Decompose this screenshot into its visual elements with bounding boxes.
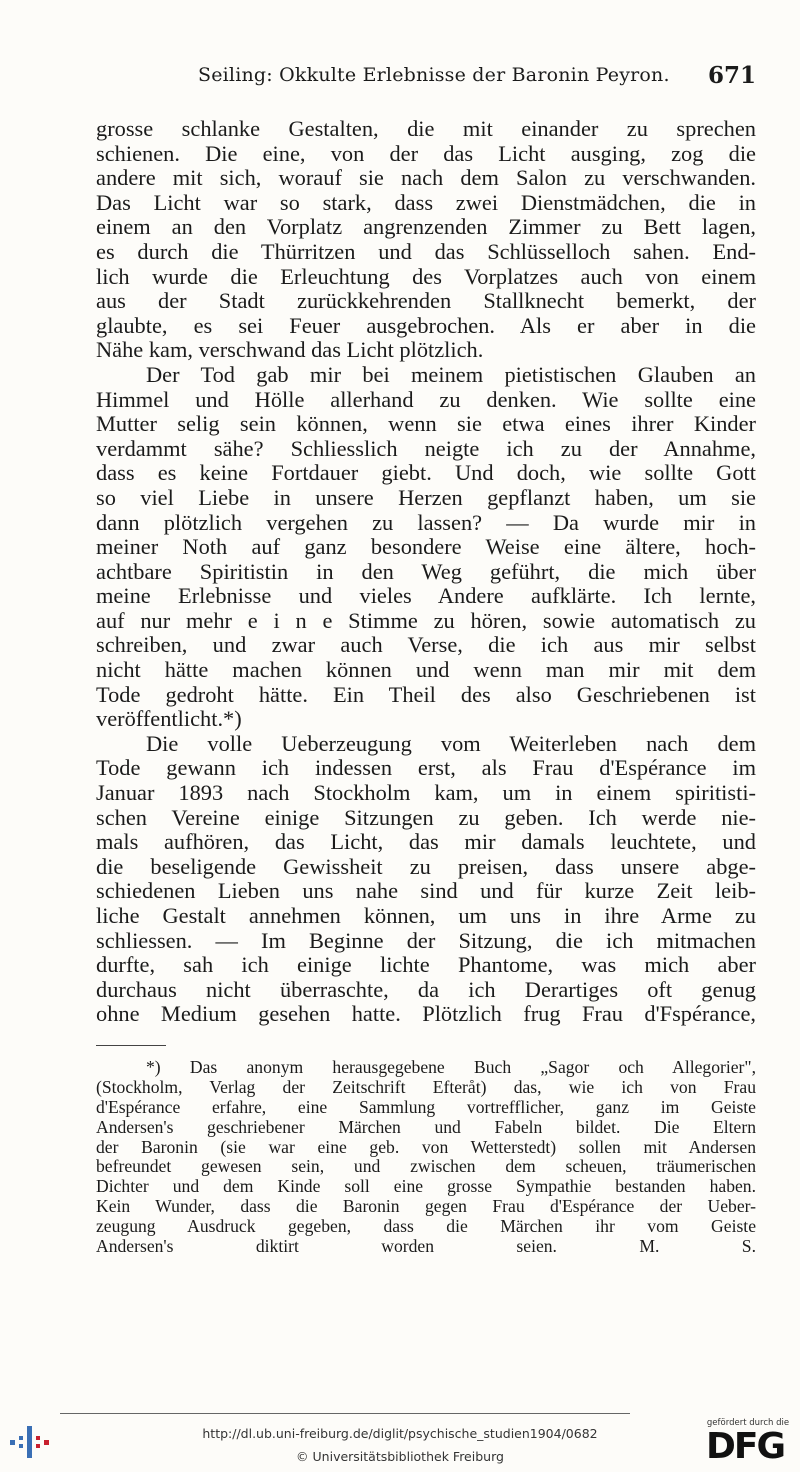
page-number: 671 [707,62,756,89]
body-line: durchaus nicht überraschte, da ich Derartiges oft genug [96,977,756,1002]
footnote-line: *) Das anonym herausgegebene Buch „Sagor och Allegorier", [146,1058,756,1077]
body-text [96,117,756,1027]
footnote-rule [96,1045,166,1046]
footnote-line: Andersen's geschriebener Märchen und Fabeln bildet. Die Eltern [96,1117,756,1137]
footnote-line: Dichter und dem Kinde soll eine grosse Sympathie bestanden haben. [96,1177,756,1197]
body-line: mals aufhören, das Licht, das mir damals leuchtete, und [96,830,756,855]
body-line: glaubte, es sei Feuer ausgebrochen. Als er aber in die [96,313,756,338]
body-line: nicht hätte machen können und wenn man mir mit dem [96,658,756,683]
body-line: schen Vereine einige Sitzungen zu geben. Ich werde nie- [96,805,756,830]
page-header [96,62,756,92]
body-line: schienen. Die eine, von der das Licht ausging, zog die [96,141,756,166]
body-line: Die volle Ueberzeugung vom Weiterleben nach dem [146,731,756,756]
footer-copyright: © Universitätsbibliothek Freiburg [296,1449,504,1464]
body-line: Mutter selig sein können, wenn sie etwa eines ihrer Kinder [96,412,756,437]
body-line: Der Tod gab mir bei meinem pietistischen Glauben an [146,362,756,387]
footnote-line: befreundet gewesen sein, und zwischen dem scheuen, träumerischen [96,1157,756,1177]
dfg-logo-icon [702,1418,794,1466]
body-line: schliessen. — Im Beginne der Sitzung, die ich mitmachen [96,928,756,953]
footer-rule [60,1413,630,1414]
body-line: Nähe kam, verschwand das Licht plötzlich. [96,338,484,363]
body-line: schreiben, und zwar auch Verse, die ich aus mir selbst [96,633,756,658]
body-line: andere mit sich, worauf sie nach dem Salon zu verschwanden. [96,166,756,191]
footer-url[interactable]: http://dl.ub.uni-freiburg.de/diglit/psychische_studien1904/0682 [202,1426,598,1441]
footnote-line: zeugung Ausdruck gegeben, dass die Märchen ihr vom Geiste [96,1217,756,1237]
body-line: Tode gedroht hätte. Ein Theil des also Geschriebenen ist [96,682,756,707]
body-line: liche Gestalt annehmen können, um uns in ihre Arme zu [96,904,756,928]
footnote [96,1058,756,1257]
body-line: verdammt sähe? Schliesslich neigte ich zu der Annahme, [96,436,756,461]
body-line: dann plötzlich vergehen zu lassen? — Da wurde mir in [96,510,756,535]
body-line: es durch die Thürritzen und das Schlüsselloch sahen. End- [96,239,756,264]
footnote-line: der Baronin (sie war eine geb. von Wetterstedt) sollen mit Andersen [96,1137,756,1157]
body-line: Januar 1893 nach Stockholm kam, um in einem spiritisti- [96,781,756,806]
body-line: meiner Noth auf ganz besondere Weise eine ältere, hoch- [96,535,756,560]
body-line: meine Erlebnisse und vieles Andere aufklärte. Ich lernte, [96,584,756,609]
dfg-sponsor-text: gefördert durch die [706,1418,790,1428]
footnote-line: (Stockholm, Verlag der Zeitschrift Efteråt) das, wie ich von Frau [96,1077,756,1097]
running-title: Seiling: Okkulte Erlebnisse der Baronin Peyron. [198,64,670,86]
dfg-logo-text: DFG [706,1426,785,1467]
body-line: Himmel und Hölle allerhand zu denken. Wie sollte eine [96,387,756,412]
footnote-line: d'Espérance erfahre, eine Sammlung vortrefflicher, ganz im Geiste [96,1097,756,1117]
body-line: dass es keine Fortdauer giebt. Und doch, wie sollte Gott [96,461,756,486]
body-line: grosse schlanke Gestalten, die mit einander zu sprechen [96,117,756,141]
body-line: veröffentlicht.*) [96,707,242,732]
body-line: einem an den Vorplatz angrenzenden Zimmer zu Bett lagen, [96,215,756,240]
body-line: schiedenen Lieben uns nahe sind und für kurze Zeit leib- [96,879,756,904]
body-line: ohne Medium gesehen hatte. Plötzlich frug Frau d'Fspérance, [96,1002,756,1027]
footnote-line: Kein Wunder, dass die Baronin gegen Frau d'Espérance der Ueber- [96,1197,756,1217]
body-line: so viel Liebe in unsere Herzen gepflanzt haben, um sie [96,485,756,510]
footnote-line: Andersen's diktirt worden seien. M. S. [96,1237,756,1257]
body-line: auf nur mehr e i n e Stimme zu hören, sowie automatisch zu [96,608,756,633]
body-line: Tode gewann ich indessen erst, als Frau d'Espérance im [96,756,756,781]
body-line: lich wurde die Erleuchtung des Vorplatzes auch von einem [96,264,756,289]
body-line: achtbare Spiritistin in den Weg geführt, die mich über [96,559,756,584]
body-line: aus der Stadt zurückkehrenden Stallknecht bemerkt, der [96,289,756,314]
body-line: die beseligende Gewissheit zu preisen, dass unsere abge- [96,854,756,879]
body-line: durfte, sah ich einige lichte Phantome, was mich aber [96,953,756,978]
body-line: Das Licht war so stark, dass zwei Dienstmädchen, die in [96,190,756,215]
